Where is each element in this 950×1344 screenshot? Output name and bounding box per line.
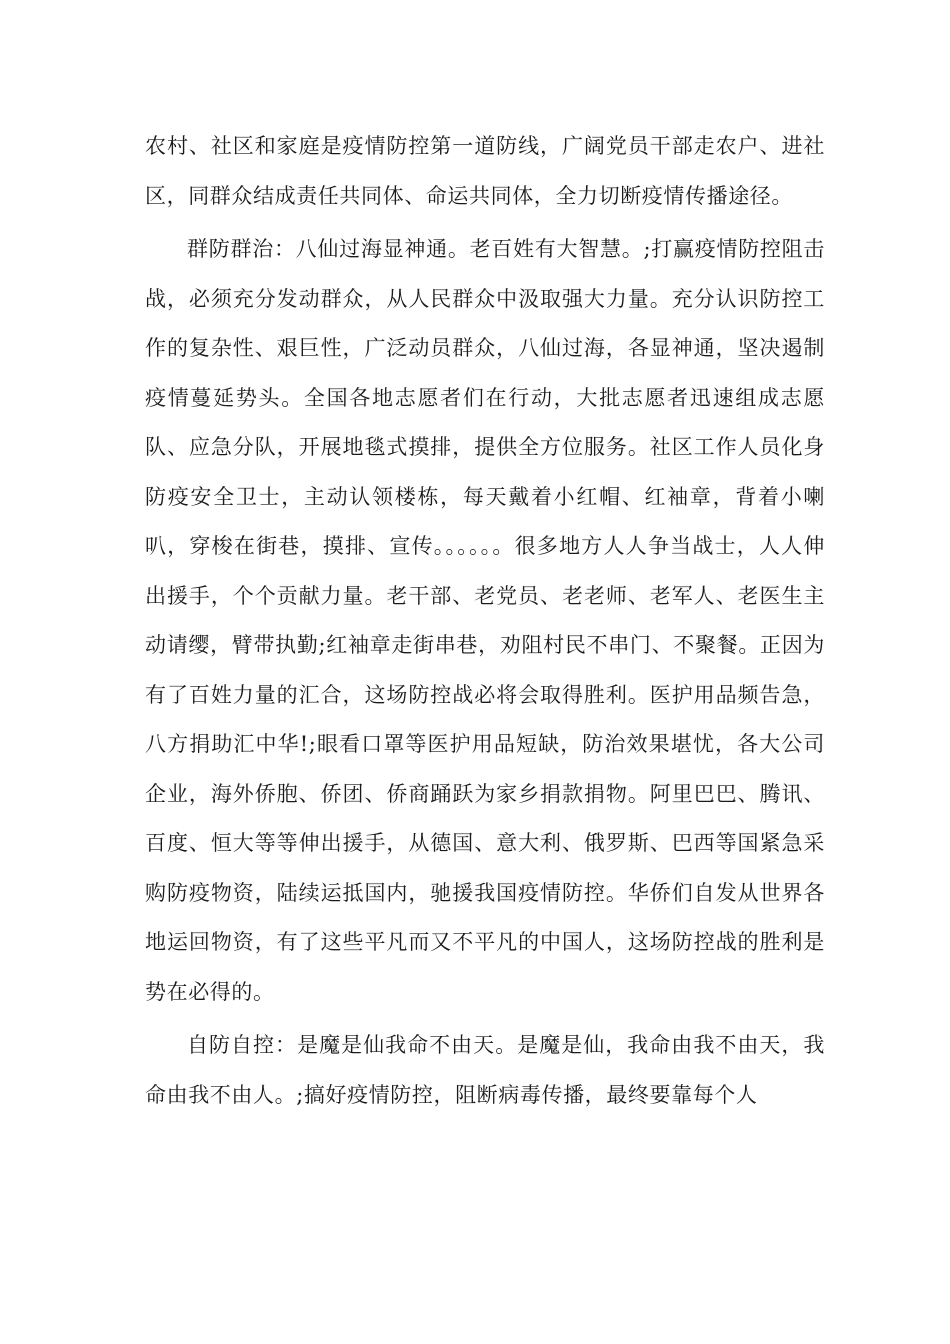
document-body — [145, 122, 825, 1124]
paragraph-2: 群防群治：八仙过海显神通。老百姓有大智慧。;打赢疫情防控阻击战，必须充分发动群众，从人民群众中汲取强大力量。充分认识防控工作的复杂性、艰巨性，广泛动员群众，八仙过海，各显神通，坚决遏制疫情蔓延势头。全国各地志愿者们在行动，大批志愿者迅速组成志愿队、应急分队，开展地毯式摸排，提供全方位服务。社区工作人员化身防疫安全卫士，主动认领楼栋，每天戴着小红帽、红袖章，背着小喇叭，穿梭在街巷，摸排、宣传。。。。。。很多地方人人争当战士，人人伸出援手，个个贡献力量。老干部、老党员、老老师、老军人、老医生主动请缨，臂带执勤;红袖章走街串巷，劝阻村民不串门、不聚餐。正因为有了百姓力量的汇合，这场防控战必将会取得胜利。医护用品频告急，八方捐助汇中华!;眼看口罩等医护用品短缺，防治效果堪忧，各大公司企业，海外侨胞、侨团、侨商踊跃为家乡捐款捐物。阿里巴巴、腾讯、百度、恒大等等伸出援手，从德国、意大利、俄罗斯、巴西等国紧急采购防疫物资，陆续运抵国内，驰援我国疫情防控。华侨们自发从世界各地运回物资，有了这些平凡而又不平凡的中国人，这场防控战的胜利是势在必得的。 — [145, 237, 825, 1004]
paragraph-3: 自防自控：是魔是仙我命不由天。是魔是仙，我命由我不由天，我命由我不由人。;搞好疫情防控，阻断病毒传播，最终要靠每个人 — [145, 1033, 825, 1107]
paragraph-1: 农村、社区和家庭是疫情防控第一道防线，广阔党员干部走农户、进社区，同群众结成责任共同体、命运共同体，全力切断疫情传播途径。 — [145, 134, 825, 208]
